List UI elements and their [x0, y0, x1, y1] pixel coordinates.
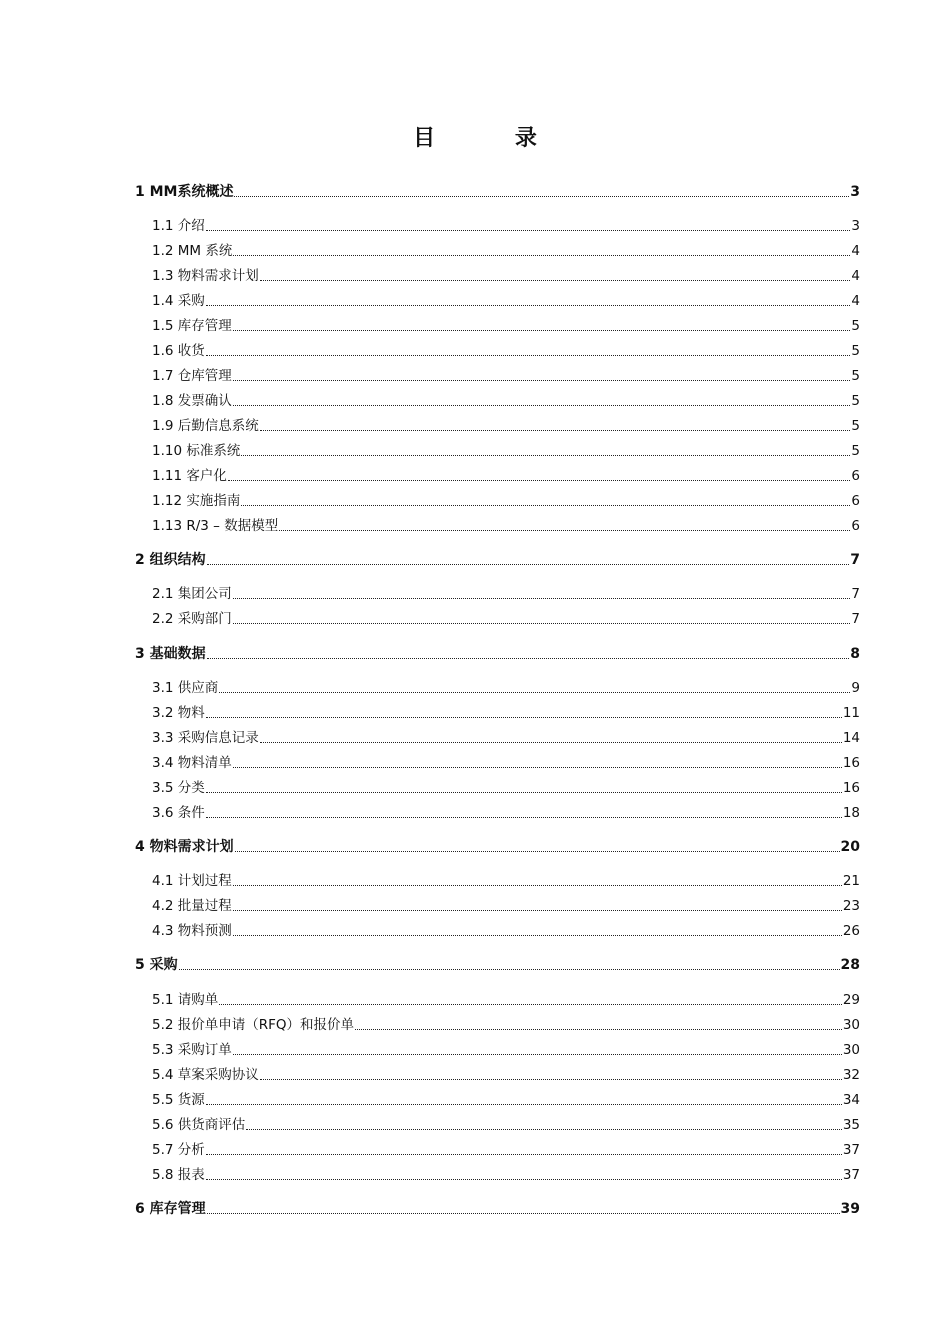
toc-page-number: 35: [842, 1117, 860, 1133]
dot-leader: [206, 354, 851, 356]
toc-page-number: 6: [851, 468, 860, 484]
toc-entry-label: 3.5 分类: [152, 780, 205, 796]
toc-section-entry[interactable]: [152, 870, 860, 890]
toc-page-number: 16: [842, 780, 860, 796]
toc-entry-label: 3.4 物料清单: [152, 755, 232, 771]
dot-leader: [206, 1103, 842, 1105]
toc-entry-label: 1.8 发票确认: [152, 393, 232, 409]
dot-leader: [241, 454, 850, 456]
toc-entry-label: 4.2 批量过程: [152, 898, 232, 914]
toc-entry-label: 1.6 收货: [152, 343, 205, 359]
toc-page-number: 14: [842, 730, 860, 746]
toc-chapter-entry[interactable]: [135, 836, 860, 856]
toc-page-number: 4: [851, 268, 860, 284]
toc-entry-label: 1.5 库存管理: [152, 318, 232, 334]
toc-section-entry[interactable]: [152, 440, 860, 460]
dot-leader: [219, 1003, 842, 1005]
toc-page-number: 37: [842, 1142, 860, 1158]
toc-page-number: 8: [850, 646, 860, 662]
toc-entry-label: 1 MM系统概述: [135, 184, 234, 200]
toc-page-number: 32: [842, 1067, 860, 1083]
dot-leader: [235, 850, 840, 852]
toc-entry-label: 1.12 实施指南: [152, 493, 241, 509]
toc-entry-label: 4.1 计划过程: [152, 873, 232, 889]
toc-chapter-entry[interactable]: [135, 643, 860, 663]
dot-leader: [233, 254, 850, 256]
toc-page-number: 5: [851, 343, 860, 359]
toc-entry-label: 6 库存管理: [135, 1201, 206, 1217]
toc-section-entry[interactable]: [152, 989, 860, 1009]
toc-page-number: 39: [840, 1201, 860, 1217]
dot-leader: [233, 622, 851, 624]
toc-section-entry[interactable]: [152, 240, 860, 260]
toc-entry-label: 5.3 采购订单: [152, 1042, 232, 1058]
dot-leader: [233, 597, 851, 599]
toc-page-number: 18: [842, 805, 860, 821]
toc-entry-label: 3 基础数据: [135, 646, 206, 662]
dot-leader: [233, 766, 842, 768]
toc-entry-label: 3.1 供应商: [152, 680, 219, 696]
toc-section-entry[interactable]: [152, 677, 860, 697]
dot-leader: [207, 563, 850, 565]
toc-section-entry[interactable]: [152, 777, 860, 797]
dot-leader: [246, 1128, 842, 1130]
toc-section-entry[interactable]: [152, 802, 860, 822]
toc-entry-label: 3.2 物料: [152, 705, 205, 721]
toc-entry-label: 5.4 草案采购协议: [152, 1067, 259, 1083]
toc-chapter-entry[interactable]: [135, 181, 860, 201]
toc-entry-label: 5.2 报价单申请（RFQ）和报价单: [152, 1017, 355, 1033]
toc-section-entry[interactable]: [152, 1014, 860, 1034]
toc-entry-label: 1.9 后勤信息系统: [152, 418, 259, 434]
toc-entry-label: 1.11 客户化: [152, 468, 227, 484]
toc-section-entry[interactable]: [152, 365, 860, 385]
toc-entry-label: 1.4 采购: [152, 293, 205, 309]
toc-section-entry[interactable]: [152, 340, 860, 360]
toc-page-number: 5: [851, 368, 860, 384]
dot-leader: [206, 229, 851, 231]
toc-page-number: 30: [842, 1017, 860, 1033]
toc-page-number: 5: [851, 418, 860, 434]
toc-section-entry[interactable]: [152, 1064, 860, 1084]
toc-section-entry[interactable]: [152, 465, 860, 485]
toc-entry-label: 1.13 R/3 – 数据模型: [152, 518, 279, 534]
toc-page-number: 7: [851, 611, 860, 627]
toc-page-number: 3: [851, 218, 860, 234]
toc-entry-label: 1.1 介绍: [152, 218, 205, 234]
dot-leader: [206, 1178, 842, 1180]
toc-entry-label: 5.7 分析: [152, 1142, 205, 1158]
toc-entry-label: 5.6 供货商评估: [152, 1117, 246, 1133]
dot-leader: [233, 404, 851, 406]
toc-chapter-entry[interactable]: [135, 954, 860, 974]
dot-leader: [233, 909, 842, 911]
toc-entry-label: 2 组织结构: [135, 552, 206, 568]
toc-section-entry[interactable]: [152, 702, 860, 722]
toc-page-number: 9: [851, 680, 860, 696]
toc-page-number: 37: [842, 1167, 860, 1183]
toc-page-number: 7: [850, 552, 860, 568]
toc-entry-label: 2.1 集团公司: [152, 586, 232, 602]
dot-leader: [279, 529, 850, 531]
dot-leader: [260, 279, 851, 281]
toc-page-number: 11: [842, 705, 860, 721]
toc-section-entry[interactable]: [152, 895, 860, 915]
toc-section-entry[interactable]: [152, 490, 860, 510]
toc-entry-label: 2.2 采购部门: [152, 611, 232, 627]
dot-leader: [206, 816, 842, 818]
toc-page-number: 6: [851, 518, 860, 534]
toc-chapter-entry[interactable]: [135, 1198, 860, 1218]
dot-leader: [233, 884, 842, 886]
dot-leader: [233, 329, 851, 331]
toc-section-entry[interactable]: [152, 752, 860, 772]
toc-page-number: 3: [850, 184, 860, 200]
toc-page-number: 28: [840, 957, 860, 973]
toc-page-number: 21: [842, 873, 860, 889]
toc-section-entry[interactable]: [152, 290, 860, 310]
toc-entry-label: 3.3 采购信息记录: [152, 730, 259, 746]
dot-leader: [206, 1153, 842, 1155]
toc-page-number: 7: [851, 586, 860, 602]
dot-leader: [234, 195, 849, 197]
dot-leader: [233, 379, 851, 381]
toc-entry-label: 1.3 物料需求计划: [152, 268, 259, 284]
dot-leader: [260, 1078, 842, 1080]
toc-section-entry[interactable]: [152, 315, 860, 335]
toc-page-number: 26: [842, 923, 860, 939]
dot-leader: [219, 691, 850, 693]
toc-entry-label: 5 采购: [135, 957, 178, 973]
toc-page-number: 4: [851, 243, 860, 259]
dot-leader: [233, 934, 842, 936]
dot-leader: [207, 1212, 840, 1214]
dot-leader: [206, 716, 842, 718]
toc-entry-label: 5.1 请购单: [152, 992, 219, 1008]
toc-section-entry[interactable]: [152, 265, 860, 285]
toc-section-entry[interactable]: [152, 215, 860, 235]
dot-leader: [206, 304, 851, 306]
toc-section-entry[interactable]: [152, 390, 860, 410]
toc-page-number: 5: [851, 318, 860, 334]
dot-leader: [355, 1028, 842, 1030]
toc-chapter-entry[interactable]: [135, 549, 860, 569]
dot-leader: [260, 429, 851, 431]
toc-section-entry[interactable]: [152, 1164, 860, 1184]
toc-page-number: 6: [851, 493, 860, 509]
dot-leader: [179, 968, 840, 970]
toc-page-number: 5: [851, 443, 860, 459]
toc-page-number: 4: [851, 293, 860, 309]
toc-section-entry[interactable]: [152, 727, 860, 747]
toc-section-entry[interactable]: [152, 608, 860, 628]
dot-leader: [228, 479, 851, 481]
toc-section-entry[interactable]: [152, 415, 860, 435]
toc-page-number: 30: [842, 1042, 860, 1058]
toc-entry-label: 4 物料需求计划: [135, 839, 234, 855]
toc-section-entry[interactable]: [152, 583, 860, 603]
dot-leader: [206, 791, 842, 793]
dot-leader: [241, 504, 850, 506]
toc-section-entry[interactable]: [152, 1114, 860, 1134]
toc-entry-label: 1.10 标准系统: [152, 443, 241, 459]
toc-entry-label: 5.8 报表: [152, 1167, 205, 1183]
toc-section-entry[interactable]: [152, 1139, 860, 1159]
toc-page-number: 20: [840, 839, 860, 855]
toc-entry-label: 5.5 货源: [152, 1092, 205, 1108]
toc-entry-label: 4.3 物料预测: [152, 923, 232, 939]
dot-leader: [260, 741, 842, 743]
toc-entry-label: 1.2 MM 系统: [152, 243, 233, 259]
toc-page-number: 34: [842, 1092, 860, 1108]
toc-page-number: 16: [842, 755, 860, 771]
toc-entry-label: 1.7 仓库管理: [152, 368, 232, 384]
toc-section-entry[interactable]: [152, 920, 860, 940]
toc-section-entry[interactable]: [152, 515, 860, 535]
toc-entry-label: 3.6 条件: [152, 805, 205, 821]
toc-page-number: 5: [851, 393, 860, 409]
toc-page-number: 29: [842, 992, 860, 1008]
page-title: 目 录: [413, 126, 573, 151]
dot-leader: [233, 1053, 842, 1055]
toc-page-number: 23: [842, 898, 860, 914]
toc-section-entry[interactable]: [152, 1089, 860, 1109]
dot-leader: [207, 657, 850, 659]
toc-section-entry[interactable]: [152, 1039, 860, 1059]
